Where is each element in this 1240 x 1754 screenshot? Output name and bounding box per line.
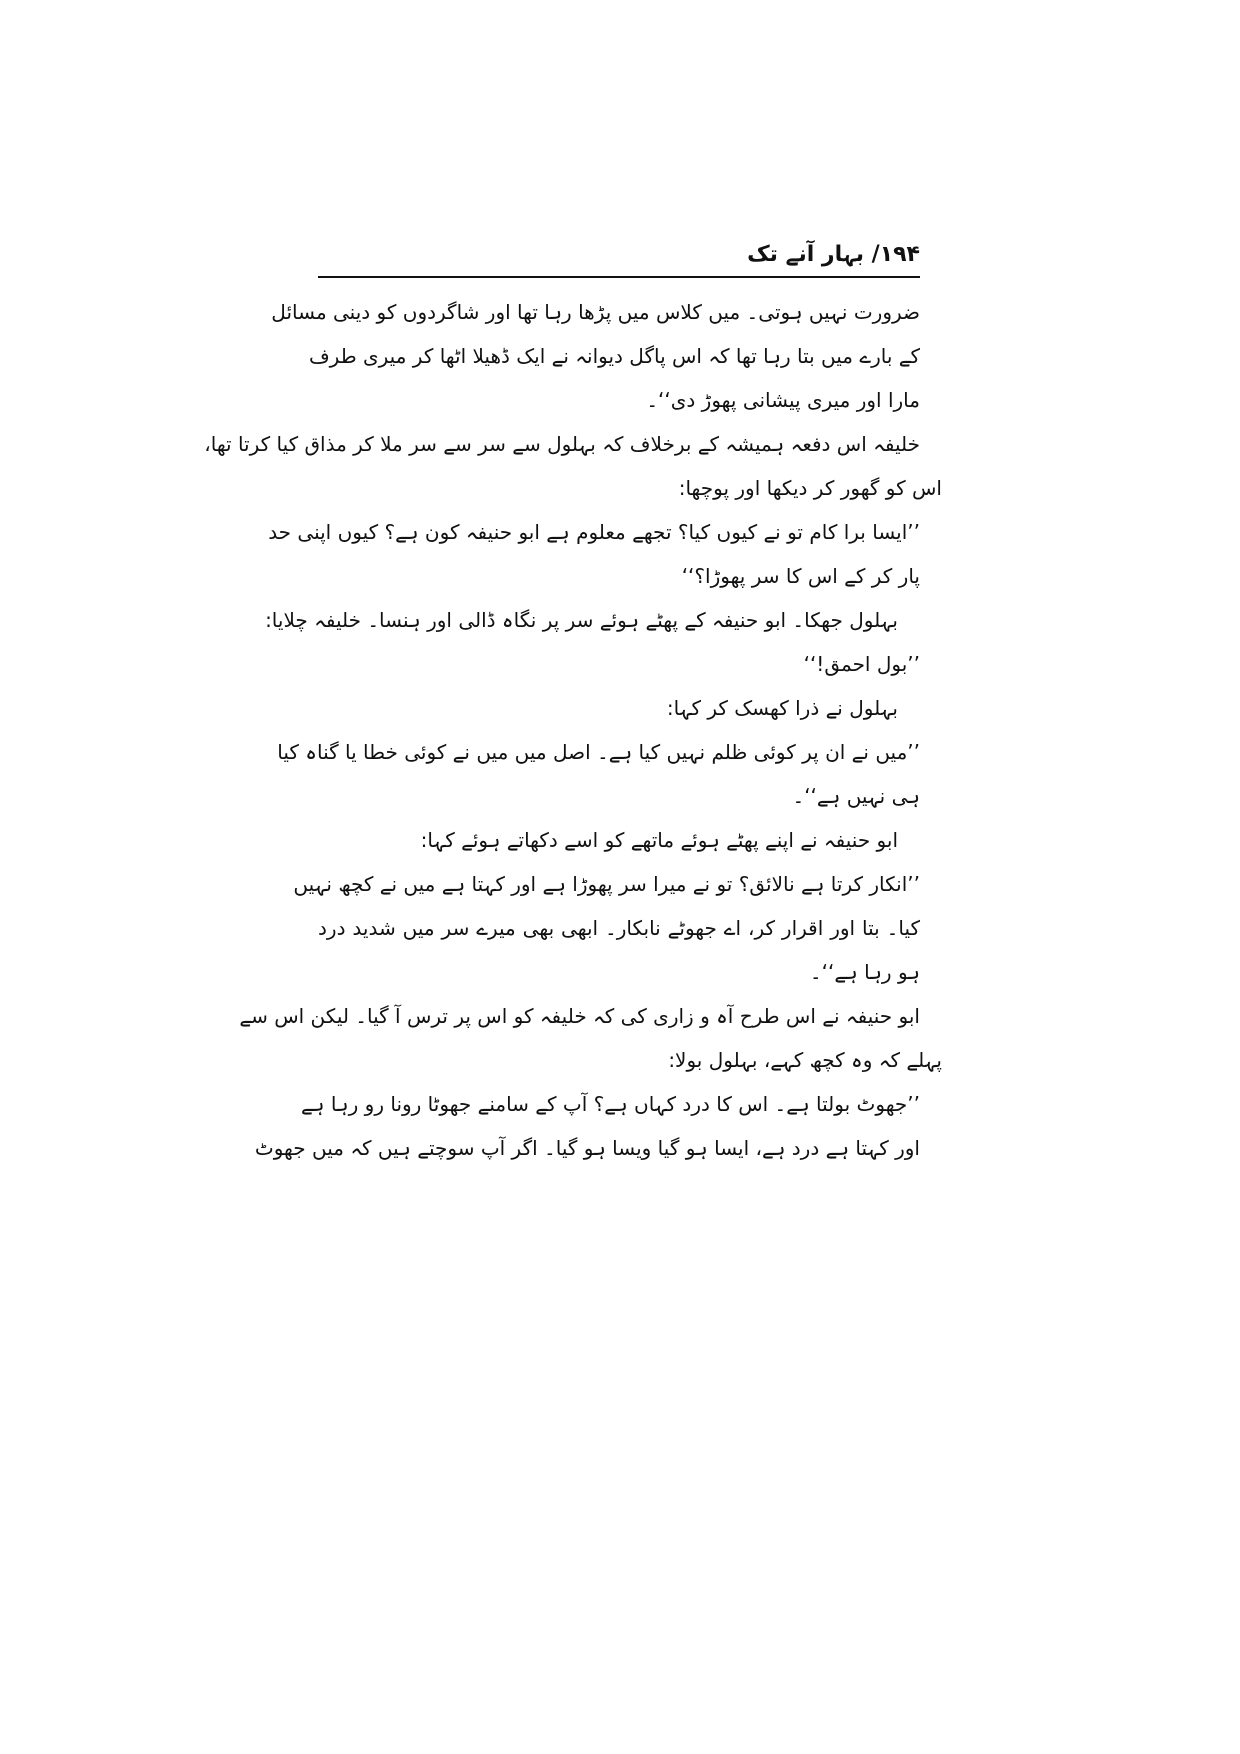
text-line: خلیفہ اس دفعہ ہمیشہ کے برخلاف کہ بہلول سے سر سے سر ملا کر مذاق کیا کرتا تھا، <box>204 432 920 456</box>
text-line: ابو حنیفہ نے اپنے پھٹے ہوئے ماتھے کو اسے دکھاتے ہوئے کہا: <box>420 828 898 852</box>
paragraph <box>318 642 920 686</box>
text-line: ’’انکار کرتا ہے نالائق؟ تو نے میرا سر پھوڑا ہے اور کہتا ہے میں نے کچھ نہیں <box>293 872 920 896</box>
text-line: بہلول جھکا۔ ابو حنیفہ کے پھٹے ہوئے سر پر نگاہ ڈالی اور ہنسا۔ خلیفہ چلایا: <box>265 608 898 632</box>
text-line: ’’بول احمق!‘‘ <box>803 652 920 676</box>
text-line: ہی نہیں ہے‘‘۔ <box>792 784 920 808</box>
text-line: پار کر کے اس کا سر پھوڑا؟‘‘ <box>681 564 920 588</box>
paragraph <box>277 730 920 818</box>
paragraph <box>265 598 920 642</box>
paragraph <box>318 686 920 730</box>
paragraph <box>318 818 920 862</box>
paragraph <box>293 862 920 994</box>
text-line: پہلے کہ وہ کچھ کہے، بہلول بولا: <box>668 1048 942 1072</box>
text-line: بہلول نے ذرا کھسک کر کہا: <box>666 696 898 720</box>
paragraph <box>204 422 942 510</box>
text-line: اس کو گھور کر دیکھا اور پوچھا: <box>678 476 942 500</box>
text-line: ’’ایسا برا کام تو نے کیوں کیا؟ تجھے معلوم ہے ابو حنیفہ کون ہے؟ کیوں اپنی حد <box>268 520 920 544</box>
paragraph <box>268 510 920 598</box>
text-line: ہو رہا ہے‘‘۔ <box>809 960 920 984</box>
header-rule <box>318 276 920 278</box>
text-line: اور کہتا ہے درد ہے، ایسا ہو گیا ویسا ہو گیا۔ اگر آپ سوچتے ہیں کہ میں جھوٹ <box>254 1136 920 1160</box>
text-line: مارا اور میری پیشانی پھوڑ دی‘‘۔ <box>646 388 920 412</box>
paragraph <box>239 994 942 1082</box>
text-line: ابو حنیفہ نے اس طرح آہ و زاری کی کہ خلیفہ کو اس پر ترس آ گیا۔ لیکن اس سے <box>239 1004 920 1028</box>
text-line: کے بارے میں بتا رہا تھا کہ اس پاگل دیوانہ نے ایک ڈھیلا اٹھا کر میری طرف <box>308 344 920 368</box>
paragraph <box>254 1082 920 1170</box>
text-line: ’’میں نے ان پر کوئی ظلم نہیں کیا ہے۔ اصل میں میں نے کوئی خطا یا گناہ کیا <box>277 740 920 764</box>
text-line: ’’جھوٹ بولتا ہے۔ اس کا درد کہاں ہے؟ آپ کے سامنے جھوٹا رونا رو رہا ہے <box>301 1092 920 1116</box>
text-line: کیا۔ بتا اور اقرار کر، اے جھوٹے نابکار۔ ابھی بھی میرے سر میں شدید درد <box>318 916 920 940</box>
text-line: ضرورت نہیں ہوتی۔ میں کلاس میں پڑھا رہا تھا اور شاگردوں کو دینی مسائل <box>271 300 920 324</box>
paragraph <box>271 290 920 422</box>
running-title: ۱۹۴/ بہار آنے تک <box>747 242 920 267</box>
body-text <box>204 290 942 1170</box>
page-header <box>318 240 920 280</box>
